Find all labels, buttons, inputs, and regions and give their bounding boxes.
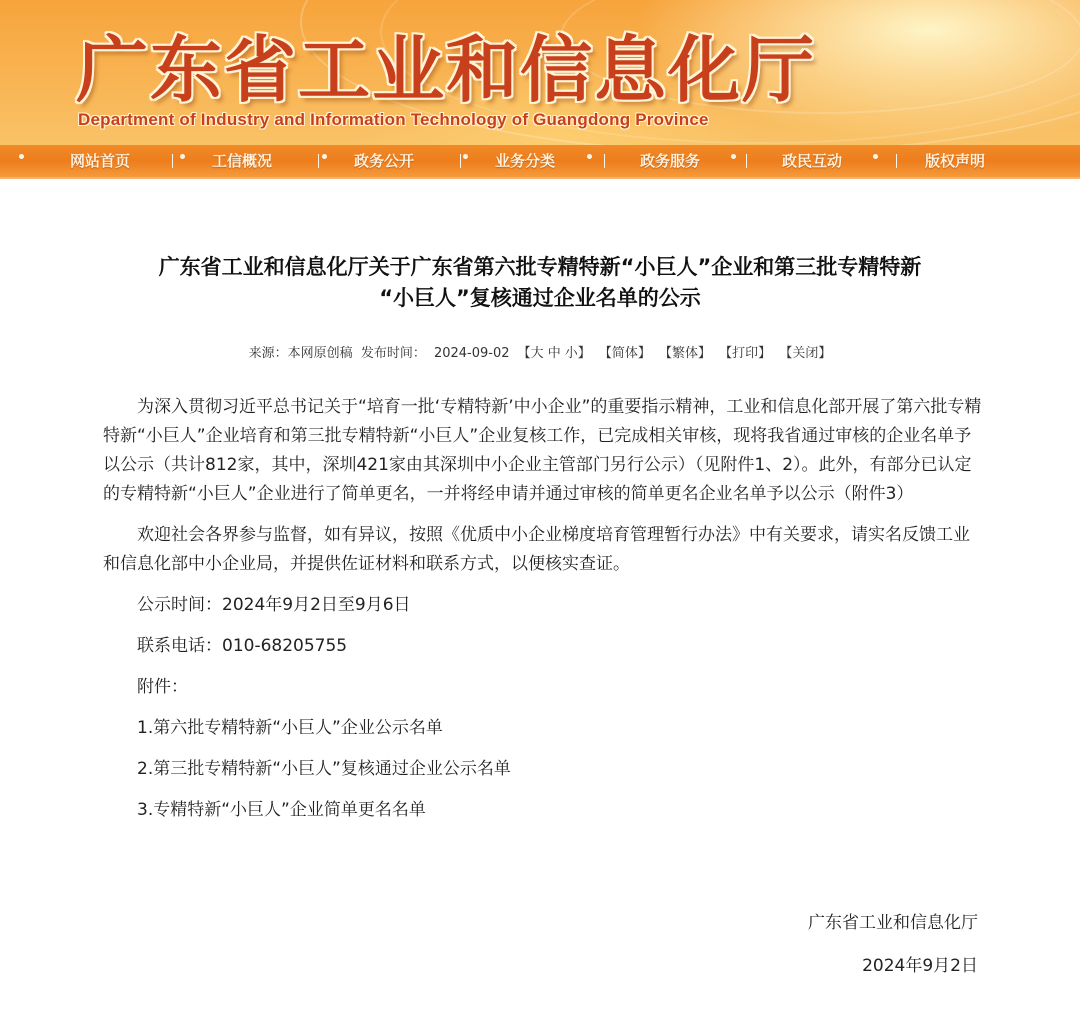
main-nav — [0, 145, 1080, 179]
simplified-chinese-button[interactable]: 【简体】 — [598, 346, 651, 361]
site-title: 广东省工业和信息化厅 — [76, 27, 817, 112]
close-button[interactable]: 【关闭】 — [779, 346, 832, 361]
attachments-label: 附件： — [137, 677, 188, 697]
nav-item-interaction[interactable]: 政民互动 — [782, 152, 843, 170]
attachment-link-2[interactable]: 2.第三批专精特新“小巨人”复核通过企业公示名单 — [137, 759, 511, 779]
nav-item-business[interactable]: 业务分类 — [495, 152, 556, 170]
nav-separator — [746, 154, 747, 168]
font-size-large-button[interactable]: 【大 — [517, 346, 544, 361]
nav-separator — [172, 154, 173, 168]
publish-date: 2024-09-02 — [433, 346, 510, 361]
nav-item-services[interactable]: 政务服务 — [640, 152, 701, 170]
article-title-line-2: “小巨人”复核通过企业名单的公示 — [379, 286, 701, 310]
signature-date: 2024年9月2日 — [862, 956, 978, 976]
article-body — [103, 393, 983, 837]
font-size-medium-button[interactable]: 中 — [547, 346, 561, 361]
nav-item-overview[interactable]: 工信概况 — [212, 152, 273, 170]
font-size-small-button[interactable]: 小】 — [564, 346, 591, 361]
nav-bullet-icon — [731, 154, 736, 159]
notice-period: 公示时间：2024年9月2日至9月6日 — [137, 595, 411, 615]
nav-separator — [460, 154, 461, 168]
nav-bullet-icon — [587, 154, 592, 159]
nav-bullet-icon — [463, 154, 468, 159]
site-banner — [0, 0, 1080, 145]
nav-item-home[interactable]: 网站首页 — [70, 152, 131, 170]
nav-item-copyright[interactable]: 版权声明 — [925, 152, 986, 170]
article-paragraph: 欢迎社会各界参与监督，如有异议，按照《优质中小企业梯度培育管理暂行办法》中有关要求，请实名反馈工业和信息化部中小企业局，并提供佐证材料和联系方式，以便核实查证。 — [103, 525, 970, 574]
nav-separator — [896, 154, 897, 168]
contact-phone: 联系电话：010-68205755 — [137, 636, 348, 656]
nav-bullet-icon — [19, 154, 24, 159]
nav-item-gov-affairs[interactable]: 政务公开 — [354, 152, 415, 170]
nav-bullet-icon — [322, 154, 327, 159]
site-subtitle-english: Department of Industry and Information Technology of Guangdong Province — [78, 110, 709, 129]
attachment-link-1[interactable]: 1.第六批专精特新“小巨人”企业公示名单 — [137, 718, 443, 738]
article-paragraph: 为深入贯彻习近平总书记关于“培育一批‘专精特新’中小企业”的重要指示精神，工业和信息化部开展了第六批专精特新“小巨人”企业培育和第三批专精特新“小巨人”企业复核工作，已完成相关审核，现将我省通过审核的企业名单予以公示（共计812家，其中，深圳421家由其深圳中小企业主管部门另行公示）（见附件1、2）。此外，有部分已认定的专精特新“小巨人”企业进行了简单更名，一并将经申请并通过审核的简单更名企业名单予以公示（附件3） — [103, 397, 982, 504]
nav-bullet-icon — [873, 154, 878, 159]
attachment-link-3[interactable]: 3.专精特新“小巨人”企业简单更名名单 — [137, 800, 426, 820]
print-button[interactable]: 【打印】 — [719, 346, 772, 361]
article-title — [60, 252, 1020, 314]
nav-bullet-icon — [180, 154, 185, 159]
traditional-chinese-button[interactable]: 【繁体】 — [659, 346, 712, 361]
nav-separator — [604, 154, 605, 168]
article-source: 来源：本网原创稿 — [248, 346, 353, 361]
article-title-line-1: 广东省工业和信息化厅关于广东省第六批专精特新“小巨人”企业和第三批专精特新 — [158, 255, 922, 279]
publish-label: 发布时间： — [360, 346, 426, 361]
article-meta — [0, 342, 1080, 361]
signature-organization: 广东省工业和信息化厅 — [808, 913, 978, 933]
nav-separator — [318, 154, 319, 168]
